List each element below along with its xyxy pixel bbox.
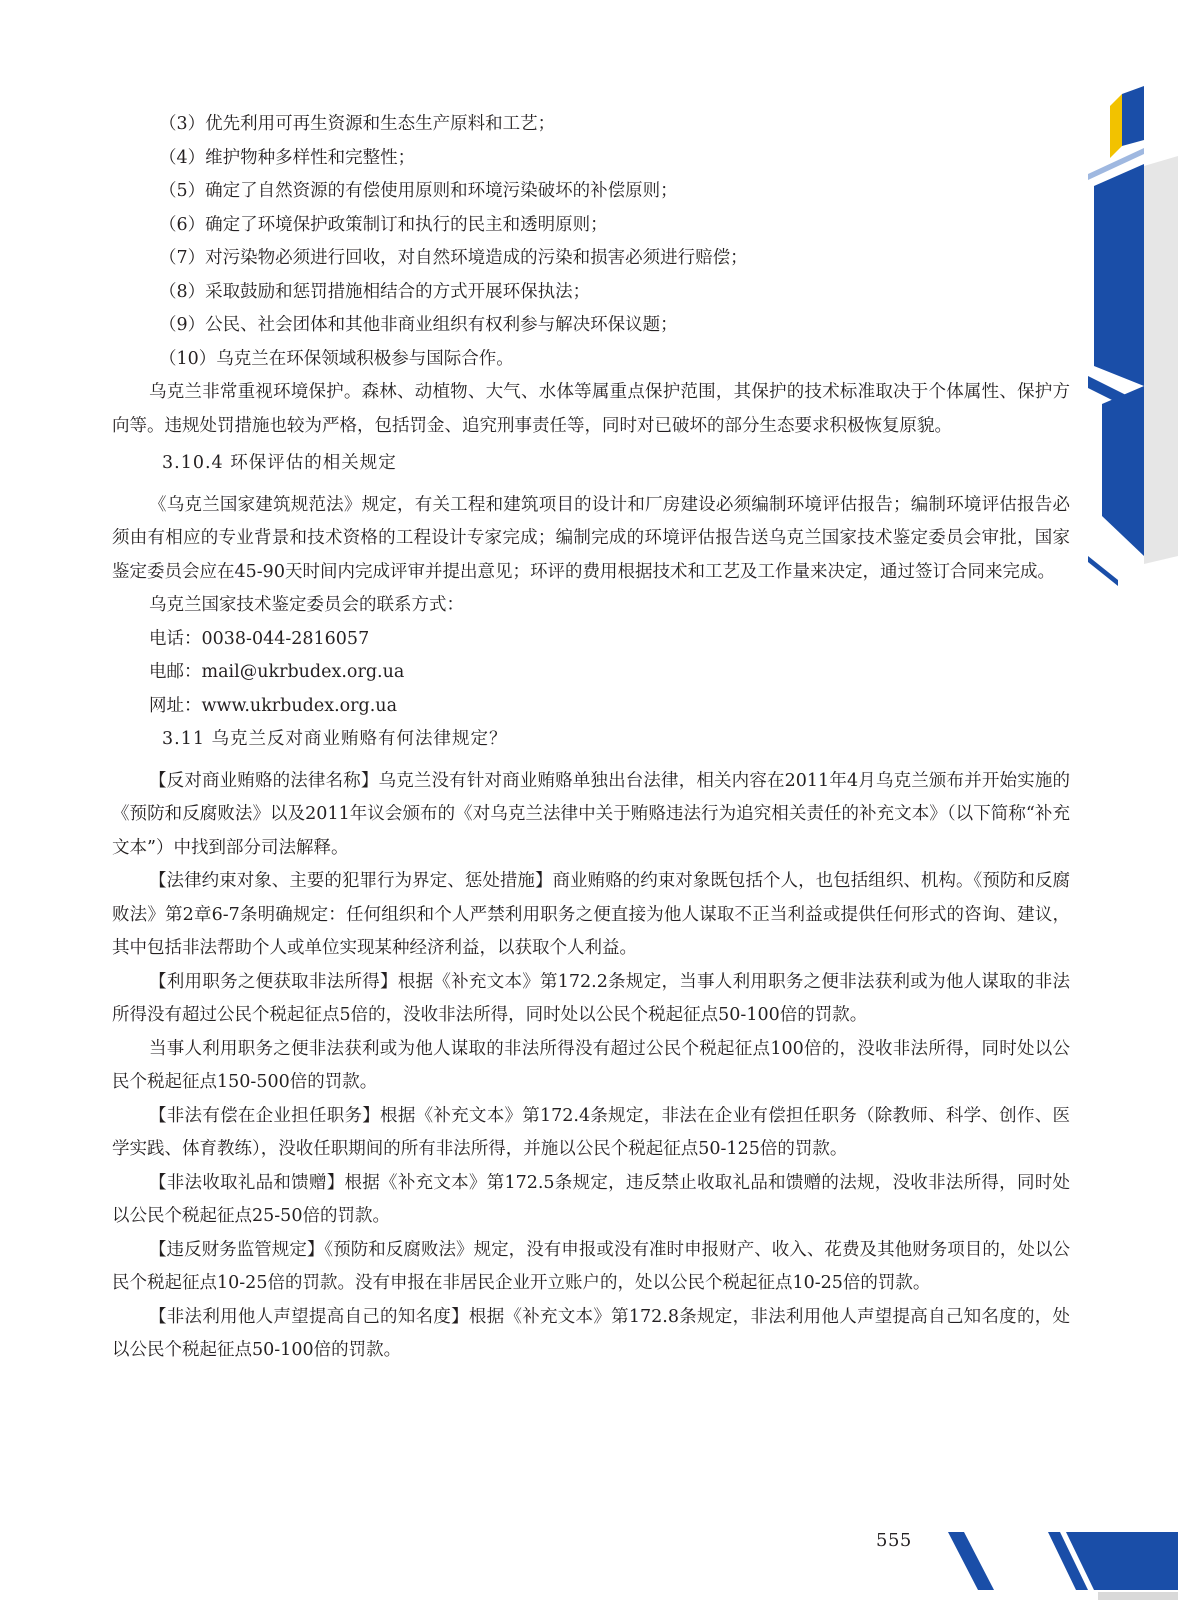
contact-email: 电邮：mail@ukrbudex.org.ua — [149, 662, 405, 682]
page-number: 555 — [876, 1530, 912, 1551]
right-edge-decoration — [1088, 86, 1178, 606]
page-content — [112, 108, 1070, 1368]
list-item: （3）优先利用可再生资源和生态生产原料和工艺； — [159, 114, 556, 134]
list-item: （4）维护物种多样性和完整性； — [159, 147, 416, 168]
paragraph-abuse-of-office: 【利用职务之便获取非法所得】根据《补充文本》第172.2条规定，当事人利用职务之便非法获利或为他人谋取的非法所得没有超过公民个税起征点5倍的，没收非法所得，同时处以公民个税起征点50-100倍的罚款。 — [112, 971, 1070, 1025]
paragraph-environmental-protection: 乌克兰非常重视环境保护。森林、动植物、大气、水体等属重点保护范围，其保护的技术标准取决于个体属性、保护方向等。违规处罚措施也较为严格，包括罚金、追究刑事责任等，同时对已破坏的部分生态要求积极恢复原貌。 — [112, 382, 1070, 436]
contact-intro: 乌克兰国家技术鉴定委员会的联系方式： — [149, 595, 464, 615]
paragraph-financial-supervision: 【违反财务监管规定】《预防和反腐败法》规定，没有申报或没有准时申报财产、收入、花费及其他财务项目的，处以公民个税起征点10-25倍的罚款。没有申报在非居民企业开立账户的，处以公民个税起征点10-25倍的罚款。 — [112, 1239, 1070, 1293]
contact-website: 网址：www.ukrbudex.org.ua — [149, 695, 397, 716]
list-item: （10）乌克兰在环保领域积极参与国际合作。 — [159, 348, 514, 369]
paragraph-abuse-of-office-severe: 当事人利用职务之便非法获利或为他人谋取的非法所得没有超过公民个税起征点100倍的，没收非法所得，同时处以公民个税起征点150-500倍的罚款。 — [112, 1038, 1070, 1092]
list-item: （8）采取鼓励和惩罚措施相结合的方式开展环保执法； — [159, 281, 591, 302]
list-item: （6）确定了环境保护政策制订和执行的民主和透明原则； — [159, 214, 608, 235]
paragraph-reputation-misuse: 【非法利用他人声望提高自己的知名度】根据《补充文本》第172.8条规定，非法利用他人声望提高自己知名度的，处以公民个税起征点50-100倍的罚款。 — [112, 1306, 1070, 1360]
contact-phone: 电话：0038-044-2816057 — [149, 628, 370, 649]
list-item: （5）确定了自然资源的有偿使用原则和环境污染破坏的补偿原则； — [159, 181, 678, 201]
section-heading-3-11: 3.11 乌克兰反对商业贿赂有何法律规定？ — [162, 729, 508, 749]
paragraph-law-name: 【反对商业贿赂的法律名称】乌克兰没有针对商业贿赂单独出台法律，相关内容在2011年4月乌克兰颁布并开始实施的《预防和反腐败法》以及2011年议会颁布的《对乌克兰法律中关于贿赂违法行为追究相关责任的补充文本》（以下简称“补充文本”）中找到部分司法解释。 — [112, 770, 1070, 858]
list-item: （9）公民、社会团体和其他非商业组织有权利参与解决环保议题； — [159, 315, 678, 335]
section-heading-3-10-4: 3.10.4 环保评估的相关规定 — [162, 453, 397, 473]
paragraph-eia-regulation: 《乌克兰国家建筑规范法》规定，有关工程和建筑项目的设计和厂房建设必须编制环境评估报告；编制环境评估报告必须由有相应的专业背景和技术资格的工程设计专家完成；编制完成的环境评估报告送乌克兰国家技术鉴定委员会审批，国家鉴定委员会应在45-90天时间内完成评审并提出意见；环评的费用根据技术和工艺及工作量来决定，通过签订合同来完成。 — [112, 494, 1070, 582]
bottom-corner-decoration — [948, 1520, 1178, 1600]
paragraph-illegal-gifts: 【非法收取礼品和馈赠】根据《补充文本》第172.5条规定，违反禁止收取礼品和馈赠的法规，没收非法所得，同时处以公民个税起征点25-50倍的罚款。 — [112, 1172, 1070, 1226]
paragraph-illegal-paid-position: 【非法有偿在企业担任职务】根据《补充文本》第172.4条规定，非法在企业有偿担任职务（除教师、科学、创作、医学实践、体育教练），没收任职期间的所有非法所得，并施以公民个税起征点50-125倍的罚款。 — [112, 1105, 1070, 1159]
paragraph-law-scope: 【法律约束对象、主要的犯罪行为界定、惩处措施】商业贿赂的约束对象既包括个人，也包括组织、机构。《预防和反腐败法》第2章6-7条明确规定：任何组织和个人严禁利用职务之便直接为他人谋取不正当利益或提供任何形式的咨询、建议，其中包括非法帮助个人或单位实现某种经济利益，以获取个人利益。 — [112, 871, 1070, 958]
list-item: （7）对污染物必须进行回收，对自然环境造成的污染和损害必须进行赔偿； — [159, 248, 748, 268]
